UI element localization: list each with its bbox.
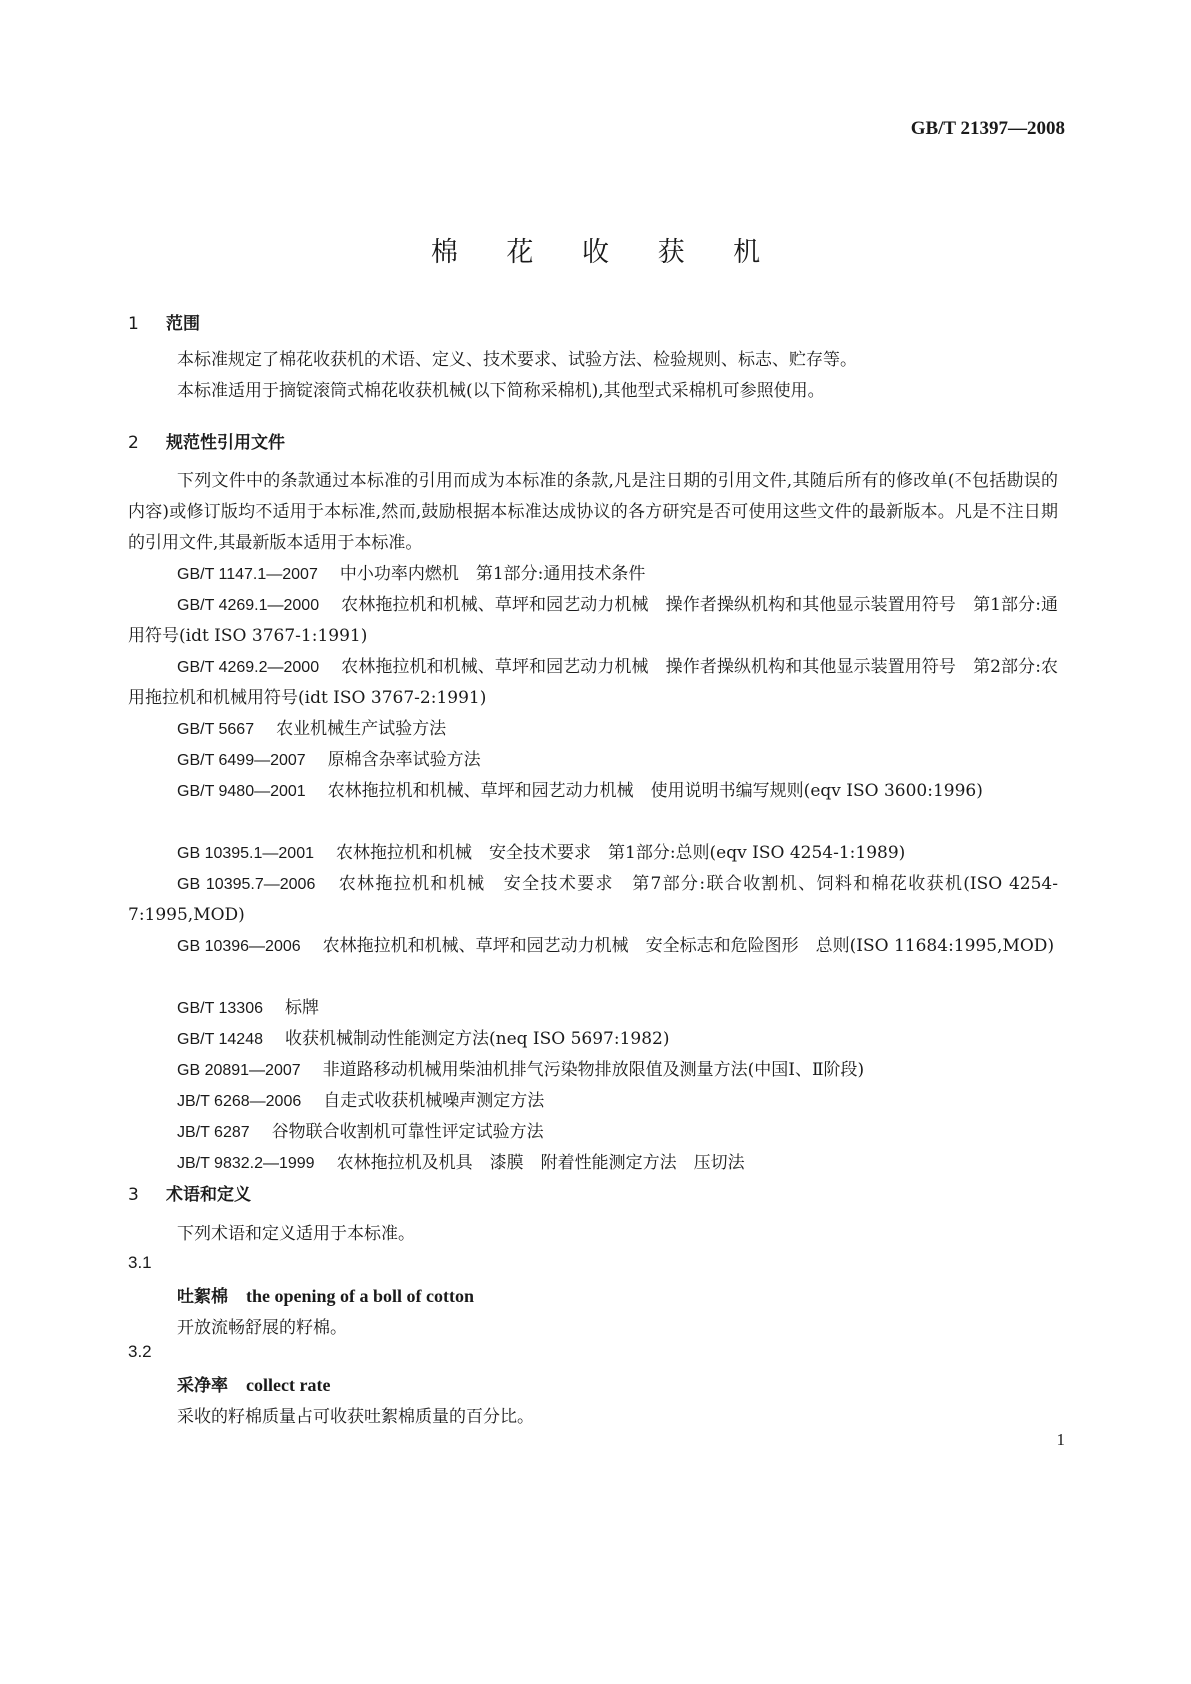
term-zh: 吐絮棉: [177, 1287, 228, 1307]
reference-code: JB/T 9832.2—1999: [177, 1155, 315, 1172]
term-number: 3.2: [128, 1342, 152, 1361]
reference-code: GB 10396—2006: [177, 938, 301, 955]
reference-code: GB/T 9480—2001: [177, 783, 306, 800]
page-number: 1: [1056, 1430, 1065, 1449]
reference-code: GB 10395.1—2001: [177, 845, 314, 862]
term-definition: 开放流畅舒展的籽棉。: [177, 1318, 347, 1338]
reference-title: 非道路移动机械用柴油机排气污染物排放限值及测量方法(中国Ⅰ、Ⅱ阶段): [322, 1060, 865, 1080]
reference-item: [128, 1117, 1058, 1148]
reference-title: 农业机械生产试验方法: [276, 719, 447, 739]
reference-code: GB/T 4269.2—2000: [177, 659, 320, 676]
reference-code: GB/T 6499—2007: [177, 752, 306, 769]
document-title: 棉 花 收 获 机: [430, 237, 781, 268]
terms-intro: 下列术语和定义适用于本标准。: [177, 1224, 415, 1244]
reference-code: GB/T 1147.1—2007: [177, 566, 318, 583]
reference-item: [128, 838, 1058, 869]
reference-code: GB/T 13306: [177, 1000, 263, 1017]
reference-title: 农林拖拉机和机械、草坪和园艺动力机械 操作者操纵机构和其他显示装置用符号 第1部分:通用符号(idt ISO 3767-1:1991): [128, 595, 1058, 646]
references-intro: 下列文件中的条款通过本标准的引用而成为本标准的条款,凡是注日期的引用文件,其随后所有的修改单(不包括勘误的内容)或修订版均不适用于本标准,然而,鼓励根据本标准达成协议的各方研究是否可使用这些文件的最新版本。凡是不注日期的引用文件,其最新版本适用于本标准。: [128, 471, 1058, 553]
reference-item: [128, 869, 1058, 931]
scope-paragraph: 本标准规定了棉花收获机的术语、定义、技术要求、试验方法、检验规则、标志、贮存等。: [177, 350, 857, 370]
reference-title: 谷物联合收割机可靠性评定试验方法: [271, 1122, 544, 1142]
term-definition: 采收的籽棉质量占可收获吐絮棉质量的百分比。: [177, 1407, 534, 1427]
reference-code: JB/T 6287: [177, 1124, 250, 1141]
reference-title: 中小功率内燃机 第1部分:通用技术条件: [339, 564, 646, 584]
term-entry: [177, 1282, 474, 1307]
reference-code: GB/T 14248: [177, 1031, 263, 1048]
reference-title: 农林拖拉机及机具 漆膜 附着性能测定方法 压切法: [336, 1153, 745, 1173]
reference-item: [128, 559, 1058, 590]
reference-title: 标牌: [284, 998, 319, 1018]
reference-item: [128, 590, 1058, 652]
term-zh: 采净率: [177, 1376, 228, 1396]
term-number: 3.1: [128, 1253, 152, 1272]
reference-title: 原棉含杂率试验方法: [327, 750, 481, 770]
term-entry: [177, 1371, 330, 1396]
reference-item: [128, 993, 1058, 1024]
reference-title: 农林拖拉机和机械 安全技术要求 第1部分:总则(eqv ISO 4254-1:1989): [336, 843, 906, 863]
reference-title: 自走式收获机械噪声测定方法: [323, 1091, 545, 1111]
section-title: 范围: [166, 314, 200, 334]
reference-item: [128, 1055, 1058, 1086]
reference-title: 农林拖拉机和机械、草坪和园艺动力机械 操作者操纵机构和其他显示装置用符号 第2部分:农用拖拉机和机械用符号(idt ISO 3767-2:1991): [128, 657, 1058, 708]
reference-item: [128, 931, 1058, 962]
reference-title: 农林拖拉机和机械、草坪和园艺动力机械 使用说明书编写规则(eqv ISO 3600:1996): [327, 781, 983, 801]
section-title: 术语和定义: [166, 1185, 251, 1205]
section-2-heading: [128, 428, 285, 453]
section-3-heading: [128, 1180, 251, 1205]
reference-code: GB/T 4269.1—2000: [177, 597, 320, 614]
section-title: 规范性引用文件: [166, 433, 285, 453]
reference-title: 农林拖拉机和机械 安全技术要求 第7部分:联合收割机、饲料和棉花收获机(ISO 4254-7:1995,MOD): [128, 874, 1058, 925]
reference-item: [128, 1024, 1058, 1055]
reference-code: GB 20891—2007: [177, 1062, 301, 1079]
reference-item: [128, 776, 1058, 807]
term-en: the opening of a boll of cotton: [246, 1286, 475, 1306]
section-1-heading: [128, 309, 200, 334]
reference-item: [128, 1148, 1058, 1179]
standard-code: GB/T 21397—2008: [910, 118, 1065, 139]
scope-paragraph: 本标准适用于摘锭滚筒式棉花收获机械(以下简称采棉机),其他型式采棉机可参照使用。: [177, 381, 825, 401]
reference-code: GB/T 5667: [177, 721, 255, 738]
reference-title: 农林拖拉机和机械、草坪和园艺动力机械 安全标志和危险图形 总则(ISO 11684:1995,MOD): [322, 936, 1055, 956]
reference-item: [128, 1086, 1058, 1117]
reference-item: [128, 714, 1058, 745]
reference-code: JB/T 6268—2006: [177, 1093, 302, 1110]
section-number: 3: [128, 1185, 139, 1205]
reference-item: [128, 745, 1058, 776]
section-number: 1: [128, 314, 139, 334]
reference-code: GB 10395.7—2006: [177, 876, 316, 893]
section-number: 2: [128, 433, 139, 453]
reference-title: 收获机械制动性能测定方法(neq ISO 5697:1982): [284, 1029, 670, 1049]
reference-item: [128, 652, 1058, 714]
term-en: collect rate: [246, 1375, 331, 1395]
